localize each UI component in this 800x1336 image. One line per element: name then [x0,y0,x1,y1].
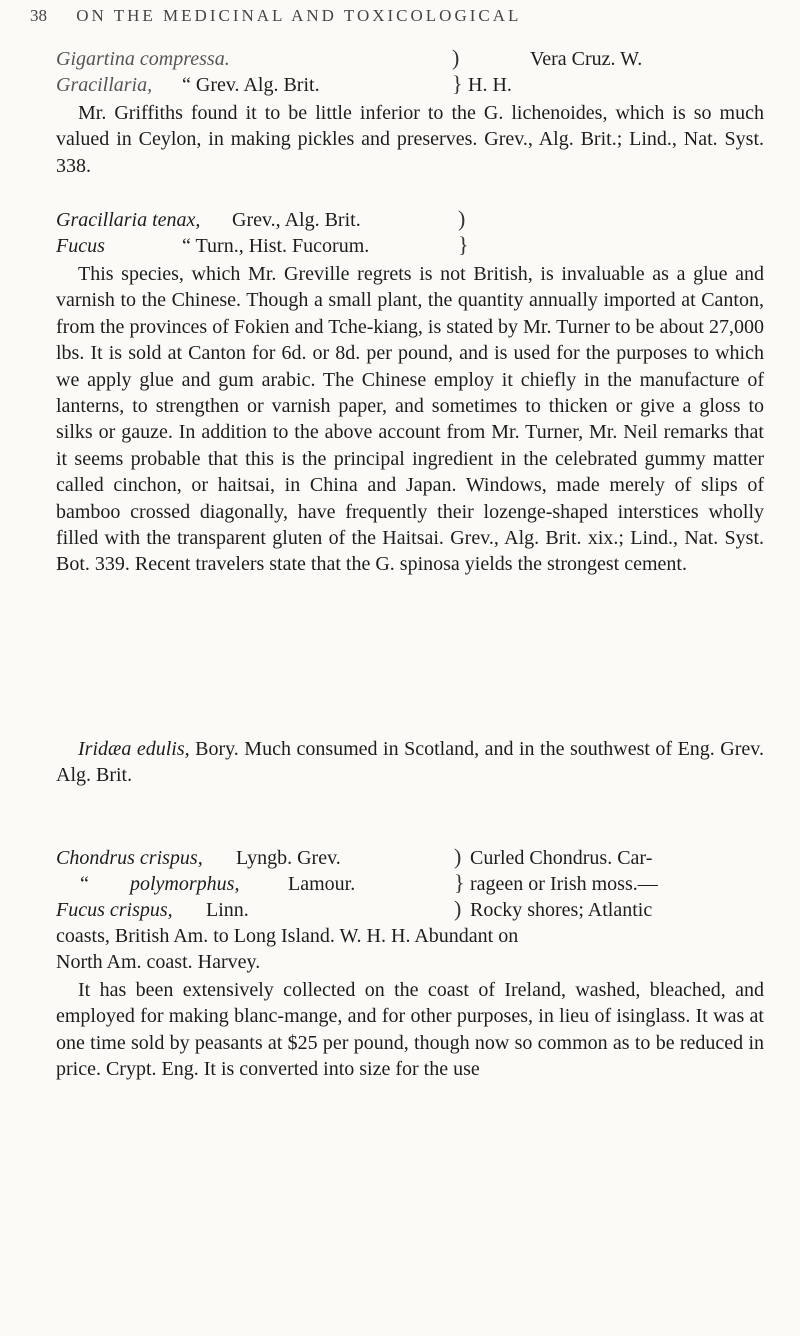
entry-chondrus [56,845,764,1083]
synonym-row [56,845,764,871]
synonym-row [56,207,764,233]
authority: Linn. [206,899,249,921]
locality: H. H. [468,74,512,96]
species-name: Iridæa edulis, [78,738,190,760]
synonym-row [56,46,764,72]
entry-body: Bory. Much consumed in Scotland, and in the southwest of Eng. Grev. Alg. Brit. [56,738,764,787]
authority: “ Grev. Alg. Brit. [182,74,320,96]
brace-symbol: ) [454,844,462,869]
common-name: rageen or Irish moss.— [470,873,658,895]
synonym-row [56,72,764,98]
brace-symbol: ) [454,896,462,921]
text-line [56,923,764,949]
range-line: North Am. coast. Harvey. [56,951,261,973]
brace-symbol: ) [452,45,460,70]
species-name: Gigartina compressa. [56,48,230,70]
text-line [56,949,764,975]
brace-symbol: } [458,232,469,257]
authority: Lamour. [288,873,356,895]
entry-gracillaria [56,207,764,578]
synonym-row [56,897,764,923]
synonym-name: Fucus [56,235,105,257]
common-name: Rocky shores; Atlantic [470,899,653,921]
synonym-name: Fucus crispus, [56,899,173,921]
authority: Grev., Alg. Brit. [232,209,361,231]
entry-text: Mr. Griffiths found it to be little inferior to the G. lichenoides, which is so much valued in Ceylon, in making pickles and preserves. Grev., Alg. Brit.; Lind., Nat. Syst. 338. [56,102,764,177]
synonym-name: Gracillaria, [56,74,153,96]
brace-symbol: ) [458,206,466,231]
ditto-mark: “ [80,873,89,895]
authority: “ Turn., Hist. Fucorum. [182,235,370,257]
entry-text [56,736,764,789]
synonym-row [56,871,764,897]
entry-text: It has been extensively collected on the coast of Ireland, washed, bleached, and employed for making blanc-mange, and for other purposes, in lieu of isinglass. It was at one time sold by peasants at $25 per pound, though now so common as to be reduced in price. Crypt. Eng. It is converted into size for the use [56,979,764,1081]
locality: Vera Cruz. W. [530,48,643,70]
range-line: coasts, British Am. to Long Island. W. H. H. Abundant on [56,925,519,947]
synonym-row [56,233,764,259]
authority: Lyngb. Grev. [236,847,341,869]
entry-text: This species, which Mr. Greville regrets is not British, is invaluable as a glue and varnish to the Chinese. Though a small plant, the quantity annually imported at Canton, from the provinces of Fokien and Tche-kiang, is stated by Mr. Turner to be about 27,000 lbs. It is sold at Canton for 6d. or 8d. per pound, and is used for the purposes to which we apply glue and gum arabic. The Chinese employ it chiefly in the manufacture of lanterns, to strengthen or varnish paper, and sometimes to thicken or give a gloss to silks or gauze. In addition to the above account from Mr. Turner, Mr. Neil remarks that it seems probable that this is the principal ingredient in the celebrated gummy matter called cinchon, or haitsai, in China and Japan. Windows, made merely of slips of bamboo crossed diagonally, have frequently their lozenge-shaped interstices wholly filled with the transparent gluten of the Haitsai. Grev., Alg. Brit. xix.; Lind., Nat. Syst. Bot. 339. Recent travelers state that the G. spinosa yields the strongest cement. [56,263,764,576]
entry-gigartina [56,46,764,179]
species-name: Chondrus crispus, [56,847,203,869]
entry-iridaea [56,736,764,789]
running-header [30,6,790,26]
page-number: 38 [30,6,47,25]
running-title: ON THE MEDICINAL AND TOXICOLOGICAL [76,6,522,25]
brace-symbol: } [454,870,465,895]
synonym-name: polymorphus, [130,873,240,895]
common-name: Curled Chondrus. Car- [470,847,653,869]
brace-symbol: } [452,71,463,96]
species-name: Gracillaria tenax, [56,209,201,231]
